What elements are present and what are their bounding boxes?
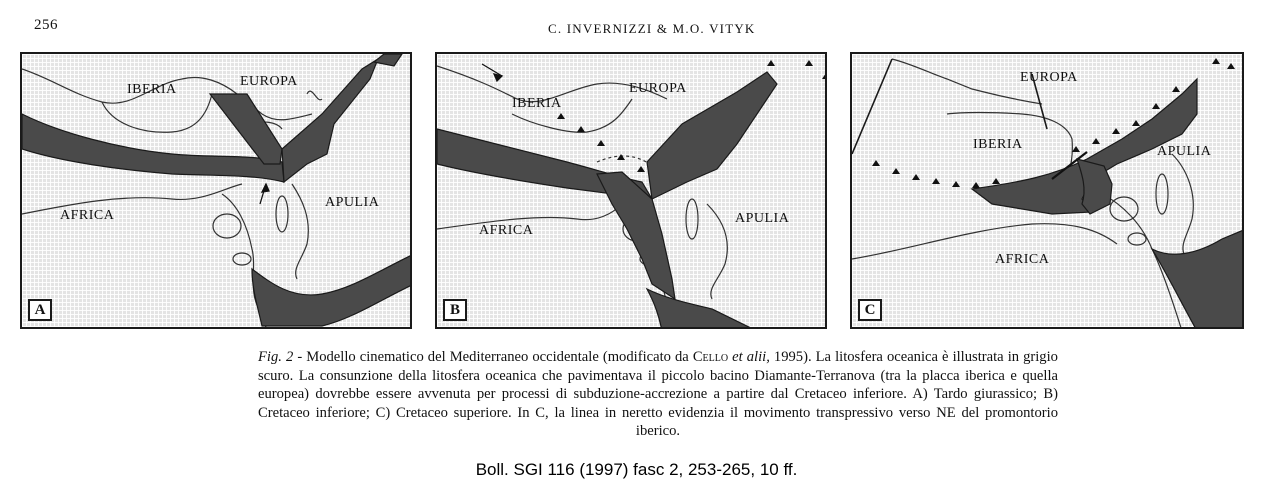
label-apulia: APULIA [1157,144,1212,159]
coastline-africa [852,224,1117,259]
map-panel-c [850,52,1244,329]
map-c-drawing [852,54,1244,329]
map-a-drawing [22,54,412,329]
label-africa: AFRICA [60,208,115,223]
island-outline [233,253,251,265]
island-outline [276,196,288,232]
map-panel-b [435,52,827,329]
panel-tag-b: B [443,299,467,321]
caption-text-2: 1995). La litosfera oceanica è illustrata in grigio scuro. La consunzione della litosfera oceanica che pavimentava il piccolo bacino Diamante-Terranova (tra la placca iberica e quella europea) dovrebbe essere avvenuta per processi di subduzione-accrezione a partire dal Cretaceo inferiore. A) Tardo giurassico; B) Cretaceo inferiore; C) Cretaceo superiore. In C, la linea in neretto evidenzia il movimento transpressivo verso NE del promontorio iberico. [258,349,1058,440]
subduction-teeth [872,160,1000,188]
label-apulia: APULIA [325,195,380,210]
running-head: C. INVERNIZZI & M.O. VITYK [548,21,756,36]
oceanic-lithosphere-strip [210,94,282,164]
oceanic-lithosphere-strip [374,54,402,66]
page-number: 256 [34,17,58,33]
panel-tag-a: A [28,299,52,321]
label-europa: EUROPA [240,74,298,89]
caption-fig-ref: Fig. 2 [258,349,294,365]
label-europa: EUROPA [629,81,687,96]
arrow-head [262,184,269,192]
panel-tag-c: C [858,299,882,321]
coastline-apulia [707,204,727,299]
label-iberia: IBERIA [512,96,562,111]
arrow-head [494,74,502,81]
coastline-iberia [102,94,212,132]
oceanic-lithosphere-strip [1152,229,1244,329]
label-africa: AFRICA [479,223,534,238]
island-outline [213,214,241,238]
coastline-apulia [1172,154,1193,254]
caption-text-1: - Modello cinematico del Mediterraneo occidentale (modificato da [293,349,693,365]
island-outline [1156,174,1168,214]
subduction-teeth [767,54,827,79]
citation: Boll. SGI 116 (1997) fasc 2, 253-265, 10 ff. [475,460,798,479]
label-africa: AFRICA [995,252,1050,267]
island-outline [1128,233,1146,245]
coastline-africa [22,184,242,214]
map-panel-a [20,52,412,329]
label-apulia: APULIA [735,211,790,226]
label-iberia: IBERIA [127,82,177,97]
motion-arrow [482,64,502,76]
caption-author: Cello [692,349,729,365]
island-outline [686,199,698,239]
coastline-apulia [292,184,308,279]
subduction-teeth [1212,58,1235,69]
label-europa: EUROPA [1020,70,1078,85]
label-iberia: IBERIA [973,137,1023,152]
figure-caption [258,348,1058,441]
oceanic-lithosphere-strip [252,254,412,326]
caption-et-alii: et alii, [728,349,770,365]
oceanic-lithosphere-strip [647,289,757,329]
